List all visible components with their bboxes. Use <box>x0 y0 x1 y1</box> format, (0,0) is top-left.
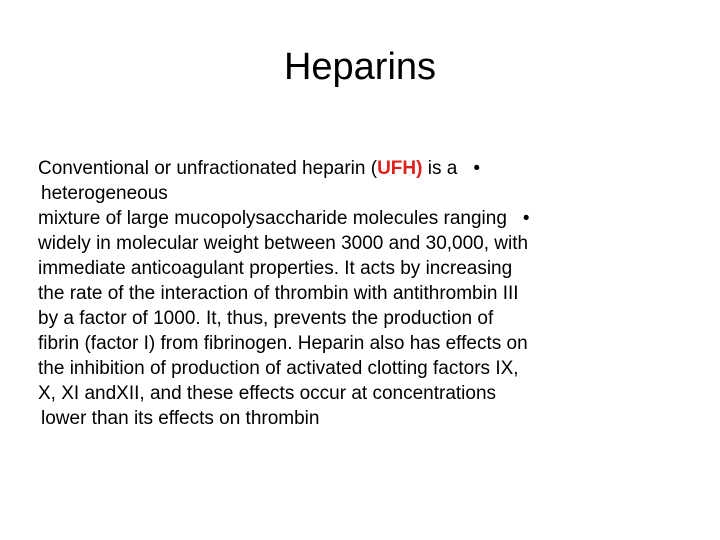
bullet-icon: • <box>473 158 480 179</box>
body-line-8: fibrin (factor I) from fibrinogen. Heparin also has effects on <box>38 333 528 354</box>
body-line-4: widely in molecular weight between 3000 and 30,000, with <box>38 233 529 254</box>
body-line-5: immediate anticoagulant properties. It acts by increasing <box>38 258 513 279</box>
bullet-icon: • <box>522 208 530 229</box>
body-line-1 <box>38 156 678 181</box>
slide-body <box>38 156 678 431</box>
ufh-highlight: UFH) <box>377 158 423 179</box>
body-line-1-text: Conventional or unfractionated heparin ( <box>38 158 378 179</box>
body-line-7: by a factor of 1000. It, thus, prevents the production of <box>38 308 494 329</box>
slide-title: Heparins <box>283 46 437 88</box>
body-line-10: X, XI andXII, and these effects occur at concentrations <box>38 383 497 404</box>
body-line-6: the rate of the interaction of thrombin with antithrombin III <box>38 283 519 304</box>
body-line-3-text: mixture of large mucopolysaccharide molecules ranging <box>38 208 507 229</box>
body-line-9: the inhibition of production of activated clotting factors IX, <box>38 358 519 379</box>
body-line-11: lower than its effects on thrombin <box>41 408 320 429</box>
body-line-3 <box>38 206 678 231</box>
body-line-2: heterogeneous <box>41 183 168 204</box>
body-line-1-tail: is a <box>422 158 458 179</box>
